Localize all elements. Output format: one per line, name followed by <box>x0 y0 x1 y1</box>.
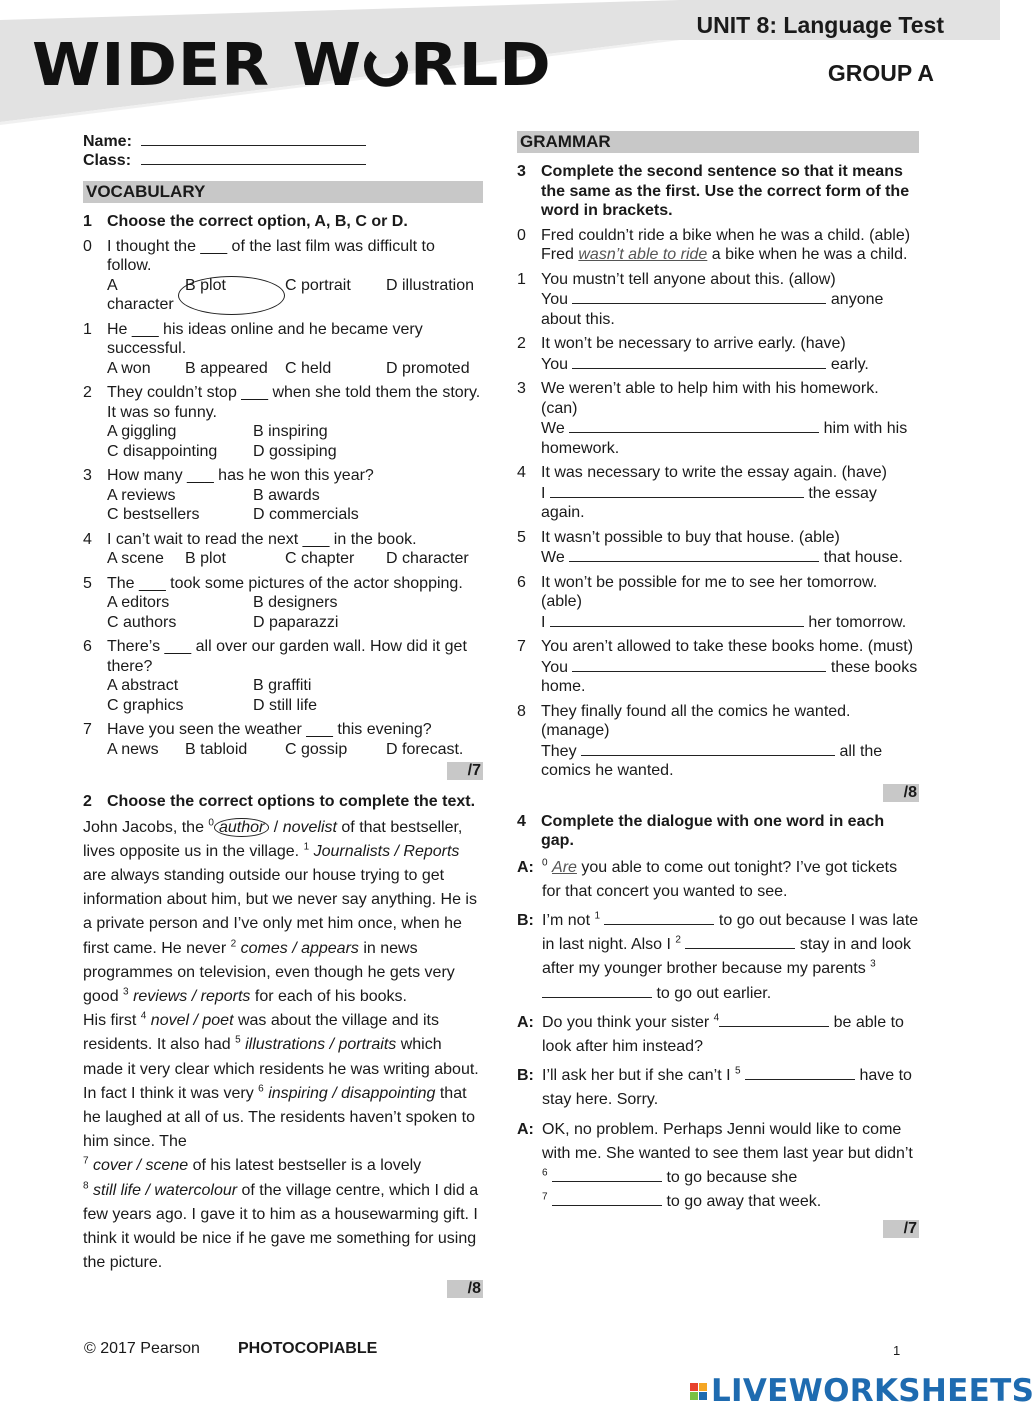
dialogue-gap-5[interactable] <box>745 1065 855 1080</box>
source-sentence: It was necessary to write the essay again. (have) <box>541 464 887 481</box>
transformation-item: 1 You mustn’t tell anyone about this. (allow) You anyone about this. <box>517 270 919 330</box>
option-a[interactable]: A reviews <box>107 486 176 504</box>
source-sentence: You aren’t allowed to take these books home. (must) <box>541 638 914 655</box>
transformation-item: 3 We weren’t able to help him with his homework. (can) We him with his homework. <box>517 379 919 458</box>
example-answer: wasn’t able to ride <box>578 246 708 263</box>
option-d[interactable]: D illustration <box>386 276 475 294</box>
option-a[interactable]: A character <box>107 276 174 313</box>
option-4[interactable]: novel / poet <box>150 1012 234 1030</box>
transformation-item: 5 It wasn’t possible to buy that house. (able) We that house. <box>517 528 919 568</box>
exercise-2-score: /8 <box>83 1280 483 1298</box>
dialogue-line: B: I’ll ask her but if she can’t I $^5$ have to stay here. Sorry. <box>517 1065 912 1109</box>
dialogue-answer-0: Are <box>552 858 577 876</box>
dialogue-gap-6[interactable] <box>552 1167 662 1182</box>
question-text: He ___ his ideas online and he became very successful. <box>107 320 423 357</box>
transformation-item: 7 You aren’t allowed to take these books home. (must) You these books home. <box>517 638 918 695</box>
option-a[interactable]: A editors <box>107 594 170 611</box>
option-b[interactable]: B tabloid <box>185 740 248 758</box>
exercise-1-items <box>83 237 483 760</box>
dialogue-gap-7[interactable] <box>552 1191 662 1206</box>
option-d[interactable]: D gossiping <box>253 442 337 460</box>
answer-gap[interactable] <box>550 612 804 627</box>
answer-gap[interactable] <box>581 741 835 756</box>
left-column <box>83 131 483 1298</box>
option-7[interactable]: cover / scene <box>93 1157 189 1175</box>
dialogue-line: A: $^0$ Are you able to come out tonight? I’ve got tickets for that concert you wanted to see. <box>517 857 898 900</box>
question-text: There’s ___ all over our garden wall. How did it get there? <box>107 638 467 675</box>
exercise-2-text: John Jacobs, the $^0$ author / novelist of that bestseller, lives opposite us in the village. $^1$ Journalists / Reports are always standing outside our house trying to get information about him, but we never say anything. He is a private person and I’ve only met him once, when he first came. He never $^2$ comes / appears in news programmes on television, even though he gets very good $^3$ reviews / reports for each of his books. His first $^4$ novel / poet was about the village and its residents. It also had $^5$ illustrations / portraits which made it very clear which residents he was writing about. In fact I think it was very $^6$ inspiring / disappointing that he laughed at all of us. The residents haven’t spoken to him since. The $^7$ cover / scene of his latest bestseller is a lovely $^8$ still life / watercolour of the village centre, which I did a few years ago. I gave it to him as a housewarming gift. I think it would be nice if he gave me something for using the picture. <box>83 817 479 1272</box>
exercise-1-score: /7 <box>83 762 483 780</box>
liveworksheets-icon <box>690 1383 707 1400</box>
answer-gap[interactable] <box>572 657 826 672</box>
option-c[interactable]: C gossip <box>285 740 348 758</box>
option-6[interactable]: inspiring / disappointing <box>268 1084 436 1102</box>
transformation-item: 6 It won’t be possible for me to see her tomorrow. (able) I her tomorrow. <box>517 573 919 633</box>
answer-gap[interactable] <box>569 418 819 433</box>
option-d[interactable]: D character <box>386 550 469 567</box>
photocopiable-label: PHOTOCOPIABLE <box>238 1340 378 1357</box>
name-row: Name: <box>83 131 483 150</box>
exercise-4-title: 4 Complete the dialogue with one word in each gap. <box>517 812 885 849</box>
source-sentence: You mustn’t tell anyone about this. (allow) <box>541 270 836 288</box>
exercise-3-items <box>517 226 919 781</box>
dialogue-gap-1[interactable] <box>604 910 714 925</box>
dialogue-gap-4[interactable] <box>719 1012 829 1027</box>
question-item: 5 The ___ took some pictures of the actor shopping. A editors B designers C authors D paparazzi <box>83 574 483 633</box>
dialogue-line: A: Do you think your sister $^4$ be able to look after him instead? <box>517 1012 904 1055</box>
answer-gap[interactable] <box>572 354 826 369</box>
option-1[interactable]: Journalists / Reports <box>313 842 460 860</box>
option-b[interactable]: B graffiti <box>253 677 312 694</box>
exercise-4-score: /7 <box>517 1220 919 1238</box>
dialogue-line: B: I’m not $^1$ to go out because I was late in last night. Also I $^2$ stay in and look after my younger brother because my parents $^3$ to go out earlier. <box>517 910 919 1002</box>
transformation-item: 8 They finally found all the comics he wanted. (manage) They all the comics he wanted. <box>517 702 919 781</box>
question-text: The ___ took some pictures of the actor shopping. <box>107 574 463 592</box>
option-c[interactable]: C disappointing <box>107 442 218 460</box>
transformation-item: 0 Fred couldn’t ride a bike when he was a child. (able) Fred wasn’t able to ride a bike when he was a child. <box>517 226 919 265</box>
exercise-3-score: /8 <box>517 784 919 802</box>
question-text: How many ___ has he won this year? <box>107 467 374 484</box>
option-d[interactable]: D commercials <box>253 506 359 523</box>
question-item: 3 How many ___ has he won this year? A reviews B awards C bestsellers D commercials <box>83 466 483 525</box>
unit-title: UNIT 8: Language Test <box>696 12 944 38</box>
option-a[interactable]: A scene <box>107 550 164 567</box>
option-b[interactable]: B designers <box>253 594 338 611</box>
copyright: © 2017 Pearson <box>84 1340 200 1357</box>
option-c[interactable]: C chapter <box>285 550 355 567</box>
logo-ring-icon <box>364 45 408 87</box>
dialogue-line: A: OK, no problem. Perhaps Jenni would like to come with me. She wanted to see them last year but didn’t $^6$ to go because she $^7$ to go away that week. <box>517 1120 913 1211</box>
question-text: Have you seen the weather ___ this evening? <box>107 721 432 738</box>
transformation-item: 4 It was necessary to write the essay again. (have) I the essay again. <box>517 463 919 523</box>
answer-gap[interactable] <box>550 483 804 498</box>
question-item: 6 There’s ___ all over our garden wall. How did it get there? A abstract B graffiti C graphics D still life <box>83 637 483 715</box>
source-sentence: It won’t be necessary to arrive early. (have) <box>541 335 846 352</box>
question-item: 7 Have you seen the weather ___ this evening? A news B tabloid C gossip D forecast. <box>83 720 483 759</box>
question-text: I can’t wait to read the next ___ in the book. <box>107 530 417 548</box>
dialogue-gap-3[interactable] <box>542 983 652 998</box>
answer-gap[interactable] <box>569 547 819 562</box>
option-c[interactable]: C graphics <box>107 696 184 714</box>
question-item: 1 He ___ his ideas online and he became very successful. A won B appeared C held D promoted <box>83 320 483 379</box>
transformation-item: 2 It won’t be necessary to arrive early. (have) You early. <box>517 334 919 374</box>
question-item: 4 I can’t wait to read the next ___ in the book. A scene B plot C chapter D character <box>83 530 483 569</box>
wider-world-logo: WIDER W RLD <box>32 29 552 100</box>
source-sentence: We weren’t able to help him with his homework. (can) <box>541 380 879 417</box>
liveworksheets-logo: LIVEWORKSHEETS <box>690 1373 1034 1409</box>
option-d[interactable]: D paparazzi <box>253 613 339 631</box>
option-d[interactable]: D still life <box>253 696 318 714</box>
option-3[interactable]: reviews / reports <box>133 987 251 1005</box>
question-text: I thought the ___ of the last film was difficult to follow. <box>107 237 435 274</box>
group-title: GROUP A <box>827 60 934 86</box>
option-b[interactable]: B awards <box>253 486 320 504</box>
option-b[interactable]: B inspiring <box>253 423 328 440</box>
exercise-1-title: 1 Choose the correct option, A, B, C or D. <box>83 213 408 230</box>
question-item: 0 I thought the ___ of the last film was difficult to follow. A character B plot C portrait D illustration <box>83 237 483 315</box>
option-a[interactable]: A giggling <box>107 423 177 440</box>
grammar-heading: GRAMMAR <box>517 131 919 153</box>
option-5[interactable]: illustrations / portraits <box>245 1036 397 1054</box>
option-a[interactable]: A won <box>107 359 151 377</box>
right-column <box>517 131 919 1238</box>
option-d[interactable]: D promoted <box>386 359 470 377</box>
circled-answer-0[interactable]: author <box>214 818 269 837</box>
option-2[interactable]: comes / appears <box>240 939 359 957</box>
option-8[interactable]: still life / watercolour <box>93 1181 238 1199</box>
class-row: Class: <box>83 150 483 169</box>
option-a[interactable]: A abstract <box>107 677 179 694</box>
source-sentence: Fred couldn’t ride a bike when he was a child. (able) <box>541 226 911 244</box>
vocabulary-heading: VOCABULARY <box>83 181 483 203</box>
answer-gap[interactable] <box>572 289 826 304</box>
source-sentence: It wasn’t possible to buy that house. (able) <box>541 528 840 546</box>
dialogue-gap-2[interactable] <box>685 934 795 949</box>
option-c[interactable]: C portrait <box>285 276 351 294</box>
option-d[interactable]: D forecast. <box>386 740 464 758</box>
name-field[interactable] <box>141 131 366 146</box>
option-c[interactable]: C held <box>285 359 332 377</box>
option-a[interactable]: A news <box>107 740 159 758</box>
option-b[interactable]: B appeared <box>185 359 268 377</box>
option-b[interactable]: B plot <box>185 550 226 567</box>
question-item: 2 They couldn’t stop ___ when she told them the story. It was so funny. A giggling B inspiring C disappointing D gossiping <box>83 383 483 461</box>
exercise-3-title: 3 Complete the second sentence so that it means the same as the first. Use the correct form of the word in brackets. <box>517 163 910 219</box>
option-c[interactable]: C bestsellers <box>107 506 200 523</box>
source-sentence: It won’t be possible for me to see her tomorrow. (able) <box>541 573 878 610</box>
option-b[interactable]: B plot <box>178 276 285 315</box>
exercise-2-title: 2 Choose the correct options to complete the text. <box>83 793 476 810</box>
option-c[interactable]: C authors <box>107 613 177 631</box>
source-sentence: They finally found all the comics he wanted. (manage) <box>541 702 851 739</box>
class-field[interactable] <box>141 150 366 165</box>
page-number: 1 <box>893 1343 901 1358</box>
question-text: They couldn’t stop ___ when she told them the story. It was so funny. <box>107 384 481 421</box>
